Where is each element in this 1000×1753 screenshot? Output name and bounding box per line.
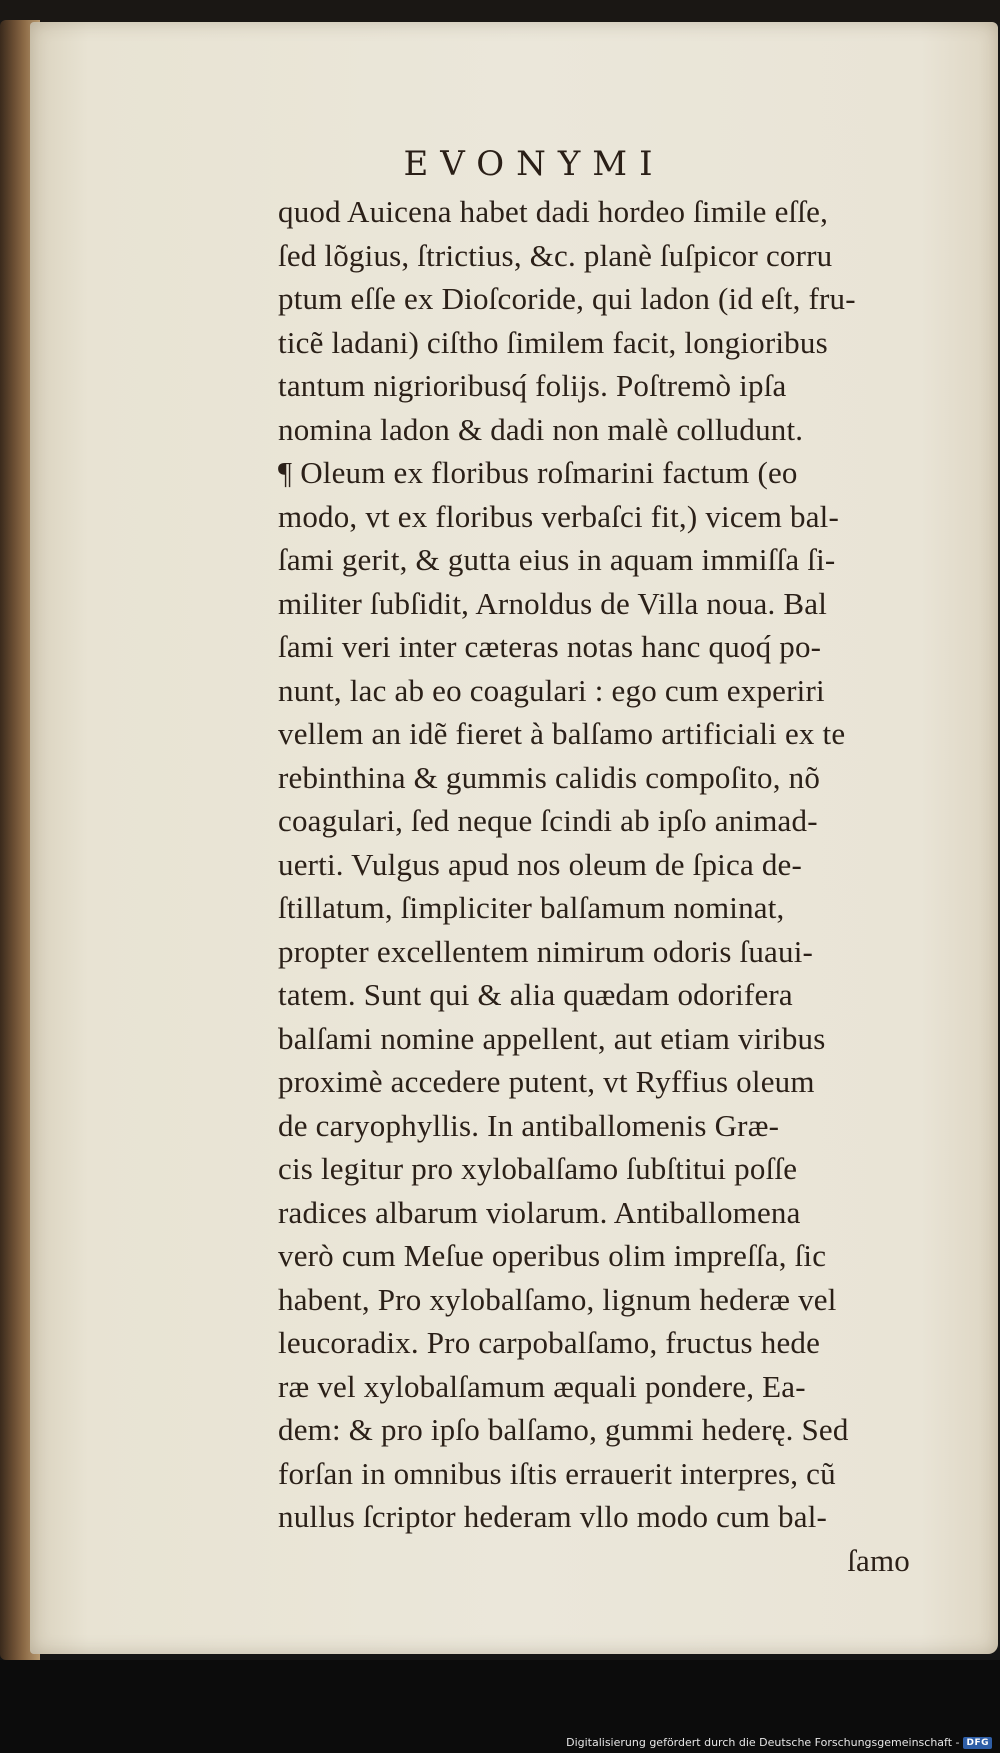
text-line: ſed lõgius, ſtrictius, &c. planè ſuſpicor corru [278,237,833,273]
text-line: ticẽ ladani) ciſtho ſimilem facit, longioribus [278,324,828,360]
text-line: ¶ Oleum ex floribus roſmarini factum (eo [278,455,798,490]
catchword: ſamo [847,1542,910,1578]
text-line: tatem. Sunt qui & alia quædam odorifera [278,977,793,1012]
top-border [0,0,1000,24]
running-head: EVONYMI [403,144,665,184]
text-block [278,190,918,1582]
text-line: vellem an idẽ fieret à balſamo artificiali ex te [278,716,846,751]
text-line: nullus ſcriptor hederam vllo modo cum bal- [278,1499,828,1534]
dfg-logo-icon: DFG [963,1737,992,1749]
text-line: verò cum Meſue operibus olim impreſſa, ſic [278,1238,827,1273]
text-line: coagulari, ſed neque ſcindi ab ipſo animad- [278,803,818,838]
text-line: dem: & pro ipſo balſamo, gummi hederę. Sed [278,1412,849,1447]
text-line: proximè accedere putent, vt Ryffius oleum [278,1064,815,1099]
text-line: militer ſubſidit, Arnoldus de Villa noua. Bal [278,585,828,621]
text-line: tantum nigrioribusq́ folijs. Poſtremò ipſa [278,368,787,403]
text-line: radices albarum violarum. Antiballomena [278,1194,801,1230]
digitization-credit-text: Digitalisierung gefördert durch die Deutsche Forschungsgemeinschaft - [566,1736,960,1749]
text-line: ſami gerit, & gutta eius in aquam immiſſa ſi- [278,542,836,577]
text-line: modo, vt ex floribus verbaſci fit,) vicem bal- [278,498,840,534]
text-line: cis legitur pro xylobalſamo ſubſtitui poſſe [278,1151,798,1186]
book-page [30,22,998,1654]
text-line: nomina ladon & dadi non malè colludunt. [278,411,804,447]
digitization-credit [566,1736,992,1749]
text-line: propter excellentem nimirum odoris ſuaui- [278,933,814,969]
text-line: rebinthina & gummis calidis compoſito, nõ [278,759,821,795]
text-line: ſtillatum, ſimpliciter balſamum nominat, [278,890,785,925]
text-line: ptum eſſe ex Dioſcoride, qui ladon (id eſt, fru- [278,281,856,316]
text-line: balſami nomine appellent, aut etiam viribus [278,1020,826,1056]
text-line: leucoradix. Pro carpobalſamo, fructus hede [278,1325,821,1360]
text-line: ræ vel xylobalſamum æquali pondere, Ea- [278,1368,806,1404]
text-line: quod Auicena habet dadi hordeo ſimile eſſe, [278,194,829,229]
bottom-border [0,1660,1000,1753]
text-line: de caryophyllis. In antiballomenis Græ- [278,1107,780,1143]
text-line: forſan in omnibus iſtis errauerit interpres, cũ [278,1455,836,1491]
text-line: ſami veri inter cæteras notas hanc quoq́ po- [278,629,822,664]
text-line: nunt, lac ab eo coagulari : ego cum experiri [278,672,825,708]
text-line: uerti. Vulgus apud nos oleum de ſpica de- [278,846,803,882]
text-line: habent, Pro xylobalſamo, lignum hederæ vel [278,1281,837,1317]
